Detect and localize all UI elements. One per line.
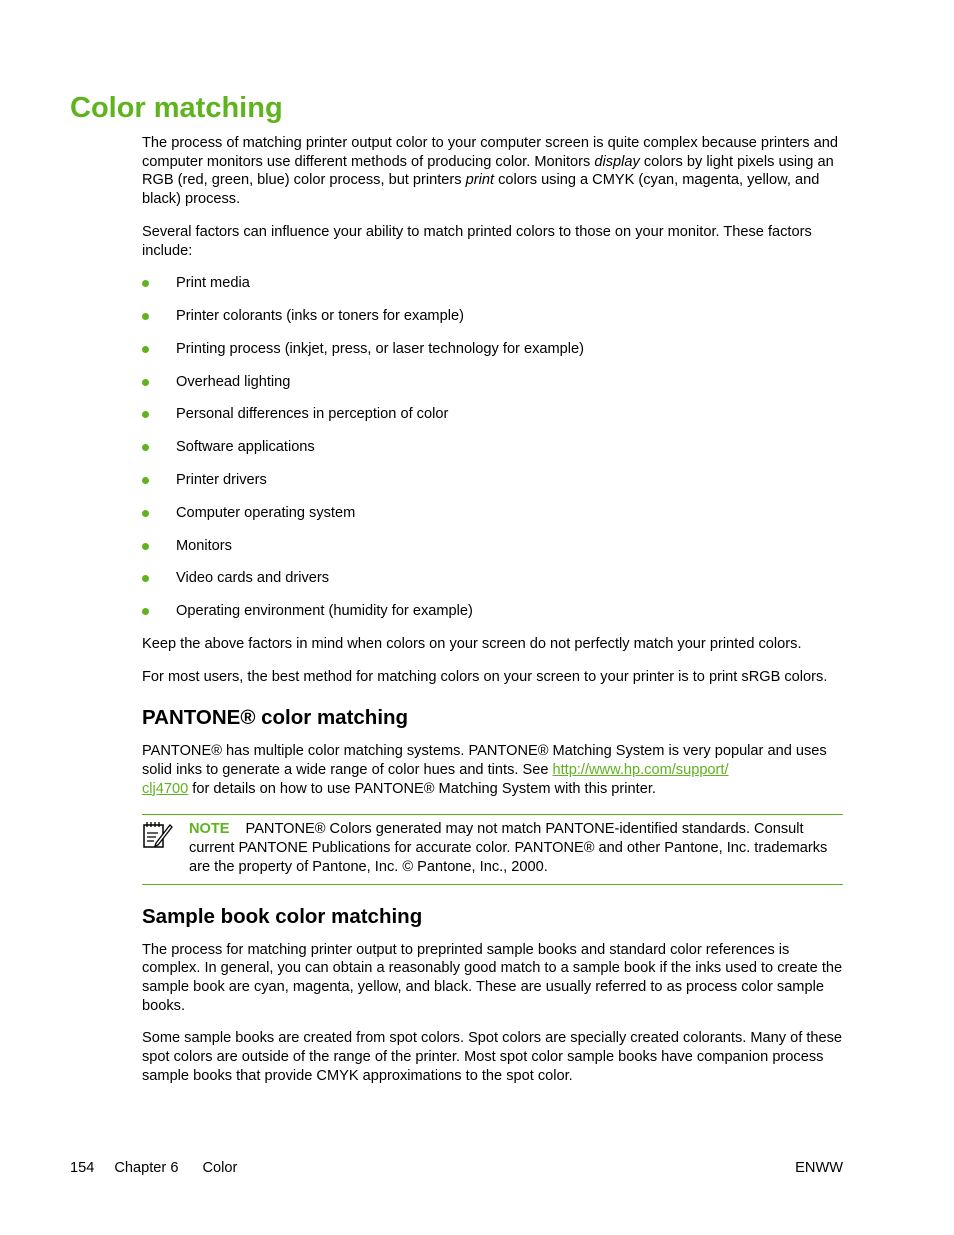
page-footer	[70, 1159, 843, 1177]
page-content	[142, 134, 843, 1099]
hp-support-link[interactable]: http://www.hp.com/support/ clj4700	[142, 762, 729, 797]
bullet-icon	[142, 608, 149, 615]
bullet-icon	[142, 411, 149, 418]
bullet-icon	[142, 379, 149, 386]
sample-book-paragraph-2: Some sample books are created from spot colors. Spot colors are specially created colorants. Many of these spot colors are outside of the range of the printer. Most spot color sample books have companion process sample books that provide CMYK approximations to the spot color.	[142, 1030, 843, 1084]
srgb-paragraph: For most users, the best method for matching colors on your screen to your printer is to print sRGB colors.	[142, 668, 828, 685]
note-text: PANTONE® Colors generated may not match PANTONE-identified standards. Consult current PANTONE Publications for accurate color. PANTONE® and other Pantone, Inc. trademarks are the property of Pantone, Inc. © Pantone, Inc., 2000.	[189, 821, 828, 875]
pantone-heading: PANTONE® color matching	[142, 706, 409, 730]
list-item: Printer colorants (inks or toners for example)	[142, 307, 843, 326]
pantone-paragraph: PANTONE® has multiple color matching systems. PANTONE® Matching System is very popular and uses solid inks to generate a wide range of color hues and tints. See http://www.hp.com/support/ clj4700 for details on how to use PANTONE® Matching System with this printer.	[142, 743, 827, 797]
page-title: Color matching	[70, 92, 283, 124]
intro-text-3: colors using a CMYK (cyan, magenta, yellow, and black) process.	[142, 172, 820, 208]
chapter-label: Chapter 6	[114, 1160, 179, 1176]
list-item: Overhead lighting	[142, 373, 843, 392]
factors-list	[142, 274, 843, 621]
list-item: Software applications	[142, 438, 843, 457]
section-label: Color	[202, 1160, 238, 1176]
intro-paragraph	[142, 134, 843, 209]
intro-text-2: colors by light pixels using an RGB (red, green, blue) color process, but printers	[142, 153, 834, 189]
locale-code: ENWW	[795, 1160, 843, 1176]
bullet-icon	[142, 346, 149, 353]
bullet-icon	[142, 280, 149, 287]
bullet-icon	[142, 543, 149, 550]
list-item: Operating environment (humidity for example)	[142, 602, 843, 621]
list-item: Personal differences in perception of color	[142, 405, 843, 424]
sample-book-paragraph-1: The process for matching printer output to preprinted sample books and standard color references is complex. In general, you can obtain a reasonably good match to a sample book if the inks used to create the sample book are cyan, magenta, yellow, and black. These are usually referred to as process color sample books.	[142, 941, 843, 1014]
note-label: NOTE	[189, 821, 230, 838]
intro-emphasis-display: display	[594, 153, 640, 170]
list-item: Video cards and drivers	[142, 569, 843, 588]
list-item: Monitors	[142, 537, 843, 556]
bullet-icon	[142, 313, 149, 320]
bullet-icon	[142, 510, 149, 517]
list-item: Computer operating system	[142, 504, 843, 523]
intro-text-1: The process of matching printer output color to your computer screen is quite complex because printers and computer monitors use different methods of producing color. Monitors	[142, 135, 838, 170]
sample-book-heading: Sample book color matching	[142, 904, 423, 928]
bullet-icon	[142, 575, 149, 582]
note-box	[142, 814, 843, 884]
bullet-icon	[142, 444, 149, 451]
keep-in-mind-paragraph: Keep the above factors in mind when colors on your screen do not perfectly match your printed colors.	[142, 635, 802, 652]
page-number: 154	[70, 1160, 95, 1176]
factors-intro: Several factors can influence your ability to match printed colors to those on your monitor. These factors include:	[142, 223, 812, 259]
list-item: Printer drivers	[142, 471, 843, 490]
intro-emphasis-print: print	[465, 172, 495, 189]
note-pad-icon	[142, 819, 174, 849]
bullet-icon	[142, 477, 149, 484]
list-item: Print media	[142, 274, 843, 293]
list-item: Printing process (inkjet, press, or laser technology for example)	[142, 340, 843, 359]
